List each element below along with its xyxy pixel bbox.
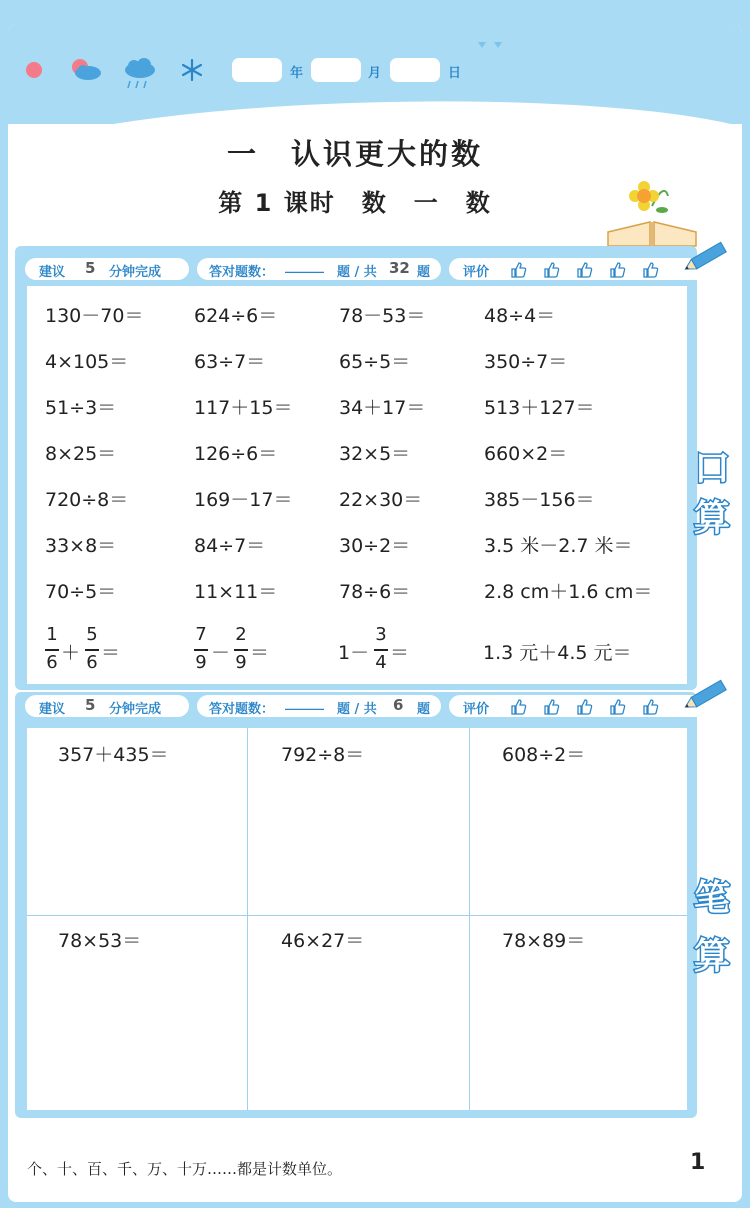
numerator: 2 [235,624,247,645]
day-label: 日 [448,66,462,81]
lesson-title: 第 1 课时 数 一 数 [218,189,492,217]
oral-problem: 84÷7＝ [194,535,266,557]
oral-problem: 385－156＝ [484,489,595,511]
equals: ＝ [250,642,270,664]
thumbs-up-icon[interactable] [509,261,527,283]
denominator: 9 [235,652,247,673]
total-suffix: 题 [417,265,431,280]
correct-blank[interactable]: ______ [285,259,324,274]
denominator: 6 [46,652,58,673]
denominator: 9 [195,652,207,673]
written-side-label-1: 笔 [694,878,731,919]
suggest-label: 建议 [39,702,66,717]
minutes-value: 5 [85,259,96,277]
equals: ＝ [390,642,410,664]
eval-label: 评价 [463,702,490,717]
total-prefix: 题 / 共 [337,702,377,717]
correct-label: 答对题数： [209,265,275,280]
oral-problem: 30÷2＝ [339,535,411,557]
fraction-bar [85,649,99,651]
oral-problem: 51÷3＝ [45,397,117,419]
unit-title: 一 认识更大的数 [226,137,483,171]
written-time-bar [25,695,189,717]
oral-problem: 3.5 米－2.7 米＝ [484,535,633,557]
fraction-bar [374,649,388,651]
fraction-bar [45,649,59,651]
denominator: 4 [375,652,387,673]
equals: ＝ [101,642,121,664]
year-field[interactable] [232,58,282,82]
oral-problem: 513＋127＝ [484,397,595,419]
thumbs-up-icon[interactable] [575,698,593,720]
thumbs-up-icon[interactable] [509,698,527,720]
oral-problem: 624÷6＝ [194,305,278,327]
total-value: 6 [393,696,404,714]
oral-problem: 70÷5＝ [45,581,117,603]
written-score-bar [197,695,441,717]
oral-problem: 130－70＝ [45,305,144,327]
oral-problem: 33×8＝ [45,535,117,557]
oral-problem: 720÷8＝ [45,489,129,511]
oral-problem: 11×11＝ [194,581,278,603]
written-problem: 608÷2＝ [502,744,586,766]
oral-problem: 4×105＝ [45,351,129,373]
finish-label: 分钟完成 [109,265,162,280]
total-prefix: 题 / 共 [337,265,377,280]
whole-minus: 1－ [338,642,370,664]
operator: － [211,642,231,664]
numerator: 1 [46,624,58,645]
oral-time-bar [25,258,189,280]
problem-money: 1.3 元＋4.5 元＝ [483,642,632,664]
oral-problem: 78－53＝ [339,305,426,327]
written-eval-bar [449,695,707,717]
pencil-icon [684,236,734,276]
page-number: 1 [690,1150,706,1175]
fraction-bar [194,649,208,651]
footer-note: 个、十、百、千、万、十万……都是计数单位。 [27,1160,343,1178]
correct-label: 答对题数： [209,702,275,717]
oral-problem: 63÷7＝ [194,351,266,373]
pencil-icon [684,674,734,714]
suggest-label: 建议 [39,265,66,280]
thumbs-up-icon[interactable] [608,698,626,720]
thumbs-up-icon[interactable] [641,698,659,720]
written-side-label-2: 算 [694,936,731,977]
oral-problem: 126÷6＝ [194,443,278,465]
oral-side-label-1: 口 [694,448,731,489]
thumbs-up-icon[interactable] [641,261,659,283]
oral-score-bar [197,258,441,280]
day-field[interactable] [390,58,440,82]
oral-problem: 78÷6＝ [339,581,411,603]
numerator: 7 [195,624,207,645]
eval-label: 评价 [463,265,490,280]
numerator: 3 [375,624,387,645]
written-problem: 357＋435＝ [58,744,169,766]
oral-problem: 8×25＝ [45,443,117,465]
numerator: 5 [86,624,98,645]
written-problem: 792÷8＝ [281,744,365,766]
oral-problem: 22×30＝ [339,489,423,511]
month-field[interactable] [311,58,361,82]
thumbs-up-icon[interactable] [575,261,593,283]
written-problem: 78×89＝ [502,930,586,952]
month-label: 月 [368,66,382,81]
oral-problem: 32×5＝ [339,443,411,465]
fraction-bar [234,649,248,651]
correct-blank[interactable]: ______ [285,696,324,711]
written-problem: 78×53＝ [58,930,142,952]
thumbs-up-icon[interactable] [542,698,560,720]
oral-problem: 48÷4＝ [484,305,556,327]
oral-problem: 350÷7＝ [484,351,568,373]
oral-eval-bar [449,258,707,280]
thumbs-up-icon[interactable] [608,261,626,283]
oral-problem: 65÷5＝ [339,351,411,373]
oral-problem: 34＋17＝ [339,397,426,419]
oral-problem: 169－17＝ [194,489,293,511]
total-value: 32 [389,259,410,277]
minutes-value: 5 [85,696,96,714]
chevron-down-icon [478,42,508,52]
date-row [0,58,750,84]
thumbs-up-icon[interactable] [542,261,560,283]
denominator: 6 [86,652,98,673]
written-problem: 46×27＝ [281,930,365,952]
operator: ＋ [61,642,81,664]
oral-problem: 660×2＝ [484,443,568,465]
total-suffix: 题 [417,702,431,717]
oral-problem: 117＋15＝ [194,397,293,419]
year-label: 年 [290,66,304,81]
oral-side-label-2: 算 [694,498,731,539]
finish-label: 分钟完成 [109,702,162,717]
oral-problem: 2.8 cm＋1.6 cm＝ [484,581,653,603]
